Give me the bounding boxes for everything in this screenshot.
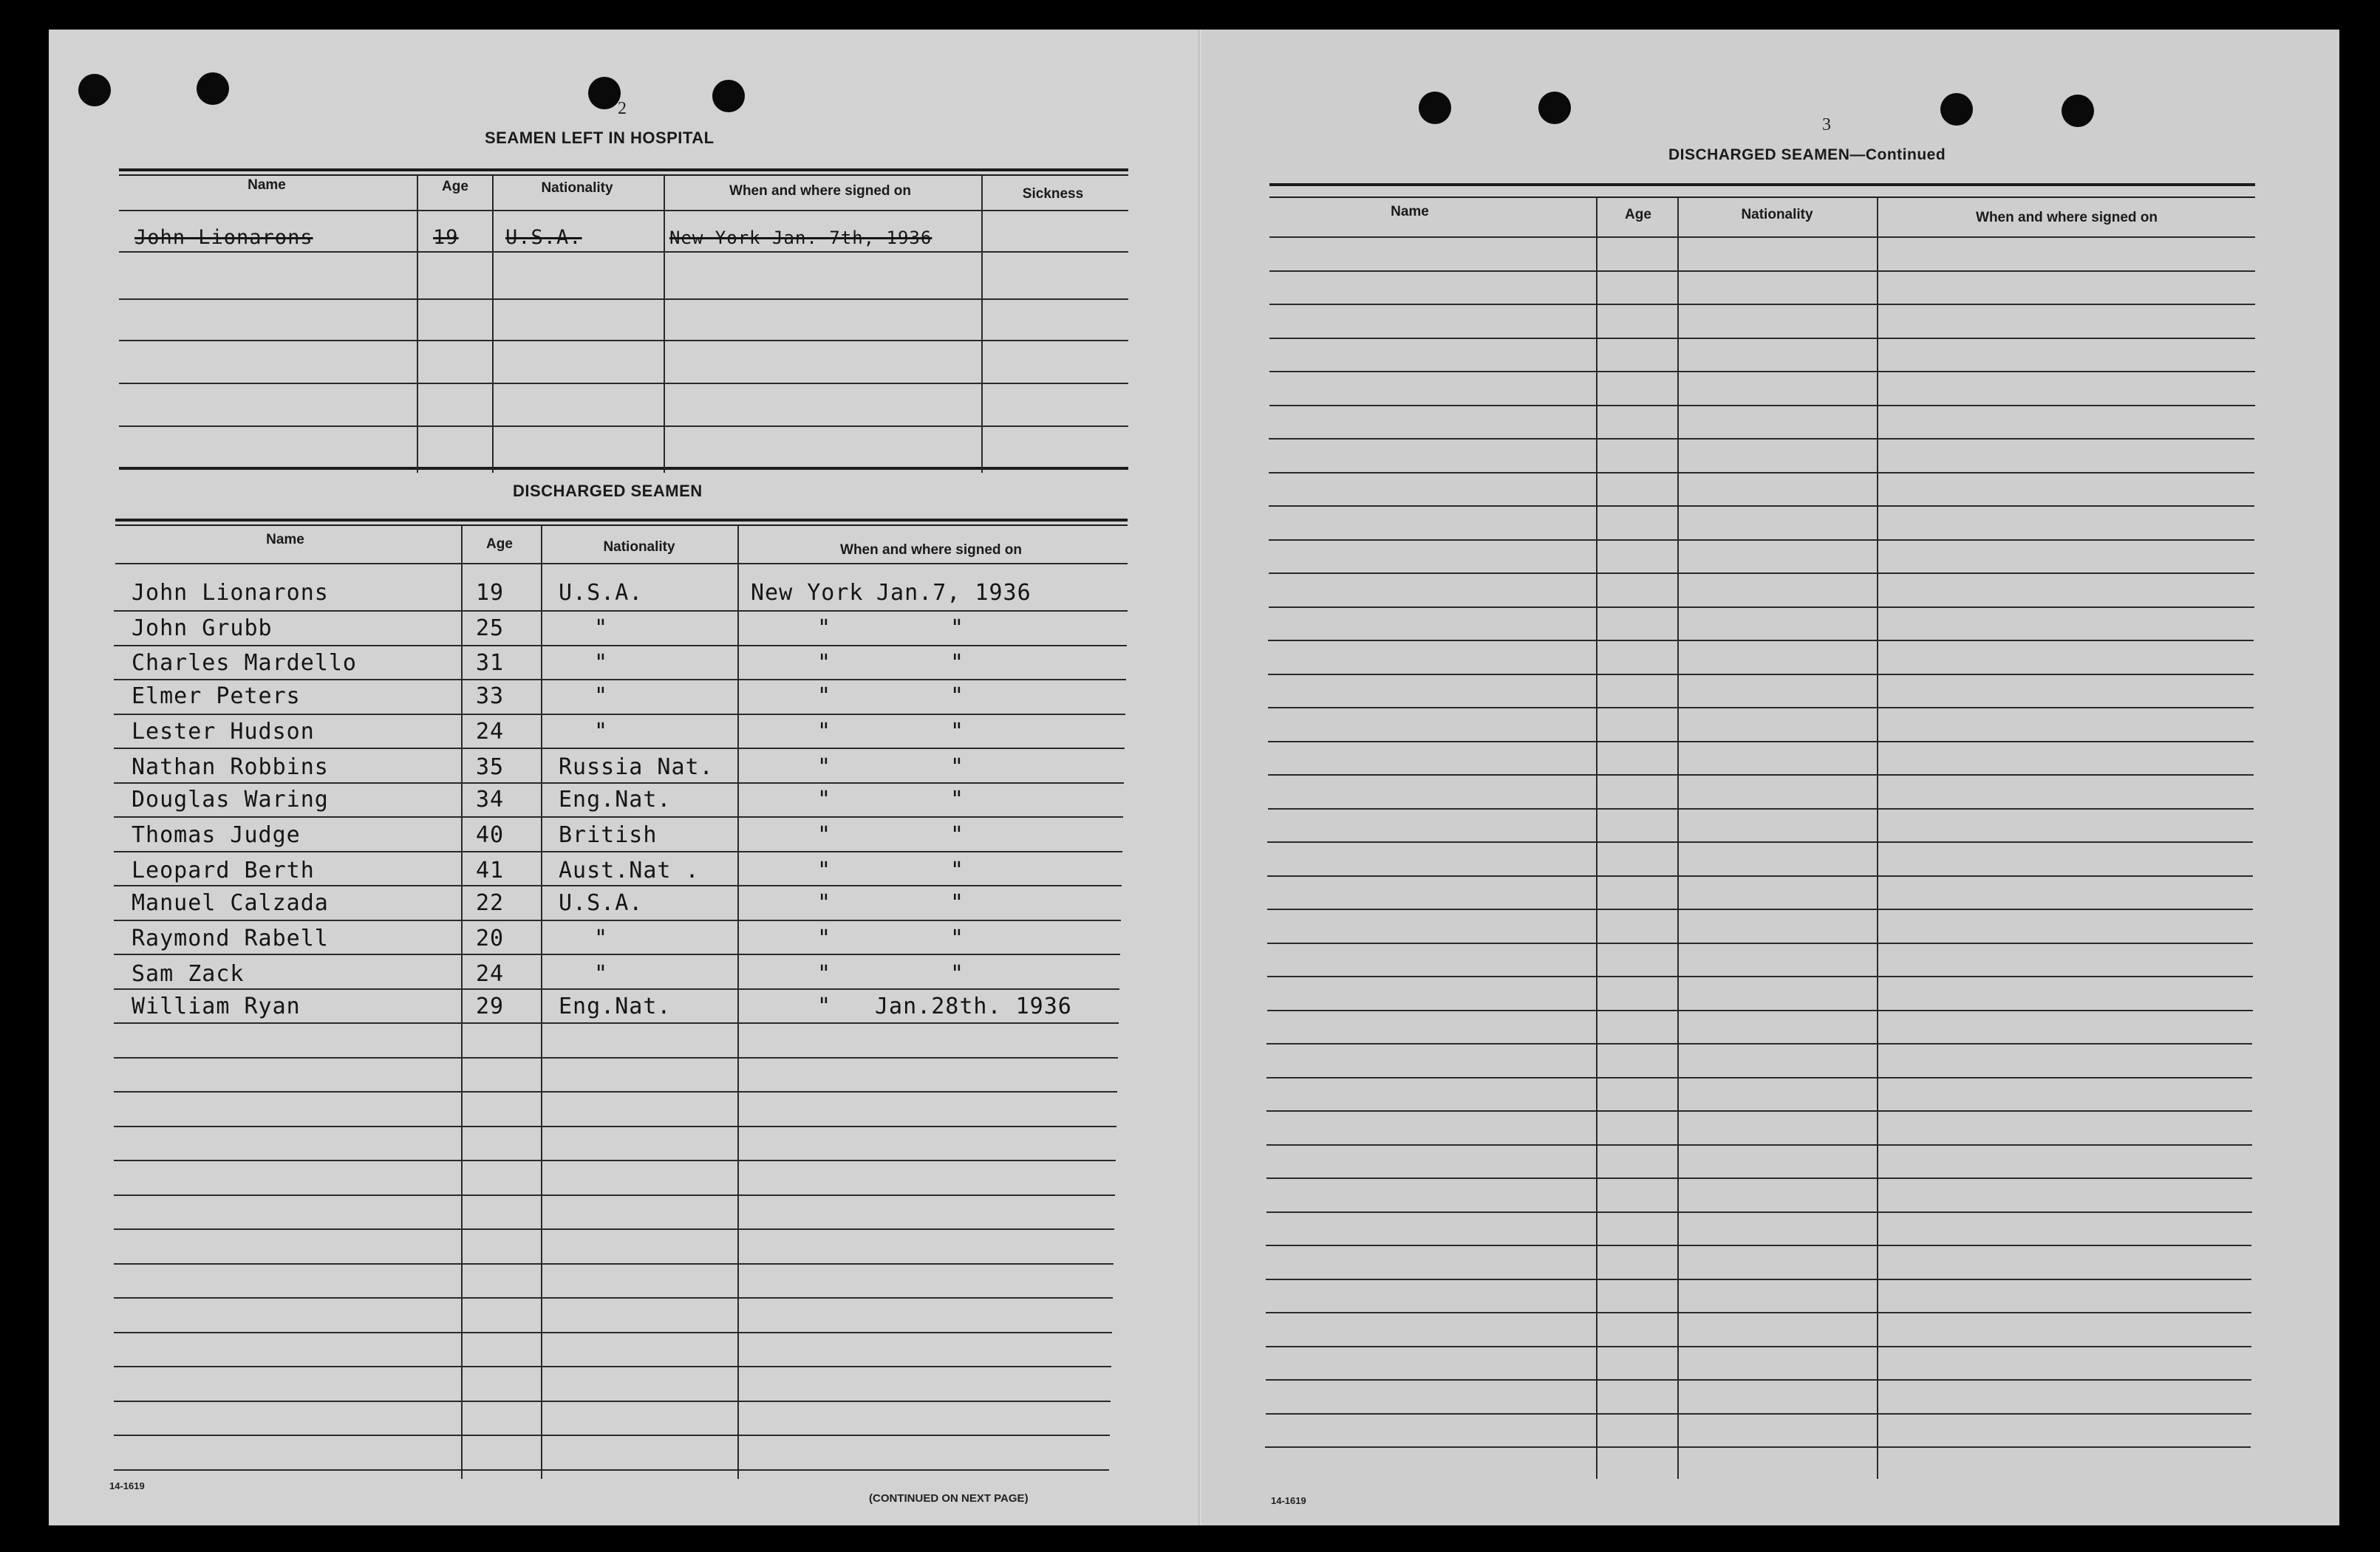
column-divider [1596,198,1598,1479]
row-rule [1267,909,2253,910]
column-divider [492,176,494,473]
row-rule [114,885,1122,886]
row-rule [1265,1446,2251,1448]
discharged-place: " [817,650,832,677]
row-rule [114,782,1124,784]
form-number: 14-1619 [1271,1495,1306,1506]
row-rule [1269,438,2254,440]
discharged-age: 24 [476,960,505,987]
discharged-place: New York [751,580,864,606]
discharged-place: " [817,821,832,848]
discharged-place: " [817,960,832,987]
row-rule [114,1332,1112,1333]
row-rule [119,251,1128,253]
discharged-date: Jan.7, 1936 [876,580,1032,606]
table-rule [1269,183,2255,186]
discharged-name: Douglas Waring [132,787,329,813]
col-header-signed-on: When and where signed on [840,542,1022,558]
discharged-nationality: U.S.A. [559,580,644,606]
row-rule [114,1401,1111,1402]
discharged-nationality: " [594,615,609,641]
row-rule [1269,270,2255,272]
discharged-nationality: Russia Nat. [559,753,714,780]
punch-hole [712,80,745,112]
discharged-date: " [950,718,965,745]
row-rule [1268,741,2254,742]
discharged-name: Lester Hudson [132,718,315,745]
hospital-nationality-struck: U.S.A. [505,226,582,249]
discharged-date: " [950,857,965,883]
discharged-age: 35 [476,753,505,780]
row-rule [1267,841,2253,843]
discharged-place: " [817,615,832,641]
discharged-name: Sam Zack [132,960,245,987]
discharged-name: Thomas Judge [132,821,301,848]
discharged-nationality: U.S.A. [559,890,644,917]
row-rule [1268,674,2254,675]
row-rule [119,425,1128,427]
row-rule [1266,1379,2251,1381]
col-header-age: Age [1625,207,1651,222]
row-rule [119,340,1128,341]
discharged-date: " [950,926,965,951]
discharged-age: 34 [476,787,505,813]
punch-hole [78,74,111,106]
row-rule [1266,1312,2251,1313]
form-number: 14-1619 [109,1480,145,1491]
discharged-nationality: British [559,821,658,848]
row-rule [1266,1211,2252,1213]
row-rule [119,383,1128,384]
page-number: 2 [618,99,627,118]
row-rule [1269,304,2255,305]
discharged-place: " [817,683,832,710]
discharged-date: " [950,615,965,641]
discharged-nationality: Eng.Nat. [559,787,672,813]
discharged-place: " [817,926,832,951]
column-divider [1677,198,1679,1479]
col-header-nationality: Nationality [603,539,675,555]
discharged-age: 40 [476,821,505,848]
hospital-age-struck: 19 [433,226,459,249]
row-rule [114,610,1128,612]
row-rule [1269,371,2255,372]
discharged-nationality: " [594,960,609,987]
discharged-nationality: " [594,926,609,951]
discharged-name: Manuel Calzada [132,890,329,917]
discharged-place: " [817,718,832,745]
row-rule [119,298,1128,300]
col-header-name: Name [266,532,304,547]
row-rule [119,210,1128,211]
hospital-signed-on-struck: New York Jan. 7th, 1936 [669,228,932,248]
row-rule [114,1057,1118,1059]
row-rule [114,1091,1117,1093]
discharged-place: " [817,857,832,883]
discharged-date: Jan.28th. 1936 [875,994,1072,1020]
row-rule [1266,1110,2252,1112]
discharged-date: " [950,960,965,987]
row-rule [1268,707,2254,708]
column-divider [1877,198,1878,1479]
discharged-age: 31 [476,650,505,677]
row-rule [114,679,1126,680]
row-rule [1266,1245,2251,1246]
discharged-place: " [817,890,832,917]
row-rule [114,1022,1119,1024]
discharged-nationality: " [594,683,609,710]
discharged-date: " [950,683,965,710]
col-header-nationality: Nationality [1741,207,1813,222]
row-rule [1267,1010,2253,1011]
row-rule [1268,640,2254,641]
row-rule [114,714,1125,715]
row-rule [1266,1043,2252,1045]
discharged-age: 29 [476,994,505,1020]
table-rule [119,168,1128,171]
row-rule [114,920,1121,921]
discharged-age: 25 [476,615,505,641]
row-rule [1269,606,2254,608]
row-rule [114,1228,1114,1230]
left-page [49,30,1201,1525]
row-rule [1269,572,2254,574]
row-rule [114,954,1120,955]
punch-hole [1940,93,1973,126]
discharged-name: John Lionarons [132,580,329,606]
discharged-name: John Grubb [132,615,273,641]
row-rule [1266,1077,2252,1078]
discharged-name: William Ryan [132,994,301,1020]
discharged-section-title: DISCHARGED SEAMEN [513,482,703,500]
discharged-age: 41 [476,857,505,883]
discharged-name: Charles Mardello [132,650,357,677]
row-rule [114,1126,1116,1127]
hospital-name-struck: John Lionarons [134,226,313,249]
row-rule [1269,236,2255,238]
discharged-date: " [950,787,965,813]
hospital-section-title: SEAMEN LEFT IN HOSPITAL [485,129,715,147]
row-rule [114,1263,1114,1265]
table-rule [115,524,1128,526]
row-rule [1268,808,2254,810]
col-header-age: Age [442,179,468,194]
continued-note: (CONTINUED ON NEXT PAGE) [869,1492,1029,1505]
discharged-nationality: Eng.Nat. [559,994,672,1020]
discharged-age: 19 [476,580,505,606]
discharged-name: Leopard Berth [132,857,315,883]
col-header-signed-on: When and where signed on [729,183,911,199]
punch-hole [588,77,621,109]
row-rule [1269,539,2254,541]
row-rule [1266,1346,2251,1347]
row-rule [114,1160,1116,1161]
row-rule [1266,1279,2251,1280]
row-rule [115,563,1128,564]
discharged-name: Nathan Robbins [132,753,329,780]
discharged-age: 33 [476,683,505,710]
col-header-name: Name [1391,204,1429,219]
discharged-date: " [950,650,965,677]
table-rule [115,519,1128,522]
column-divider [981,176,983,473]
row-rule [114,748,1125,749]
discharged-nationality: " [594,650,609,677]
row-rule [1269,505,2254,507]
punch-hole [1538,92,1571,124]
table-rule [119,174,1128,176]
col-header-signed-on: When and where signed on [1976,210,2158,225]
discharged-place: " [817,994,832,1020]
row-rule [1269,405,2255,406]
row-rule [114,1297,1113,1299]
discharged-date: " [950,890,965,917]
row-rule [1266,1177,2252,1179]
page-number: 3 [1822,115,1831,134]
column-divider [541,526,542,1479]
punch-hole [197,72,229,105]
column-divider [461,526,463,1479]
column-divider [737,526,739,1479]
discharged-age: 22 [476,890,505,917]
col-header-age: Age [486,536,513,552]
discharged-date: " [950,753,965,780]
row-rule [114,1194,1115,1196]
row-rule [1269,338,2255,339]
row-rule [1267,976,2253,977]
discharged-date: " [950,821,965,848]
row-rule [114,988,1119,990]
row-rule [114,1469,1109,1471]
column-divider [417,176,418,473]
discharged-nationality: " [594,718,609,745]
row-rule [1267,875,2253,877]
row-rule [1268,774,2254,776]
row-rule [114,851,1122,852]
discharged-name: Elmer Peters [132,683,301,710]
right-page [1201,30,2339,1525]
row-rule [114,1435,1110,1436]
row-rule [1266,1144,2252,1146]
row-rule [114,816,1123,818]
discharged-name: Raymond Rabell [132,926,329,951]
row-rule [114,645,1127,646]
table-rule [1269,196,2255,198]
col-header-nationality: Nationality [541,180,613,196]
row-rule [1269,472,2254,474]
punch-hole [1419,92,1451,124]
document-sheet [49,30,2339,1525]
discharged-place: " [817,753,832,780]
row-rule [1267,943,2253,944]
row-rule [1266,1413,2251,1415]
discharged-age: 24 [476,718,505,745]
column-divider [664,176,665,473]
col-header-sickness: Sickness [1022,186,1084,202]
discharged-nationality: Aust.Nat . [559,857,700,883]
punch-hole [2062,95,2094,127]
discharged-age: 20 [476,926,505,951]
table-rule [119,467,1128,470]
continued-section-title: DISCHARGED SEAMEN—Continued [1668,146,1946,163]
col-header-name: Name [248,177,286,193]
discharged-place: " [817,787,832,813]
row-rule [114,1366,1111,1367]
